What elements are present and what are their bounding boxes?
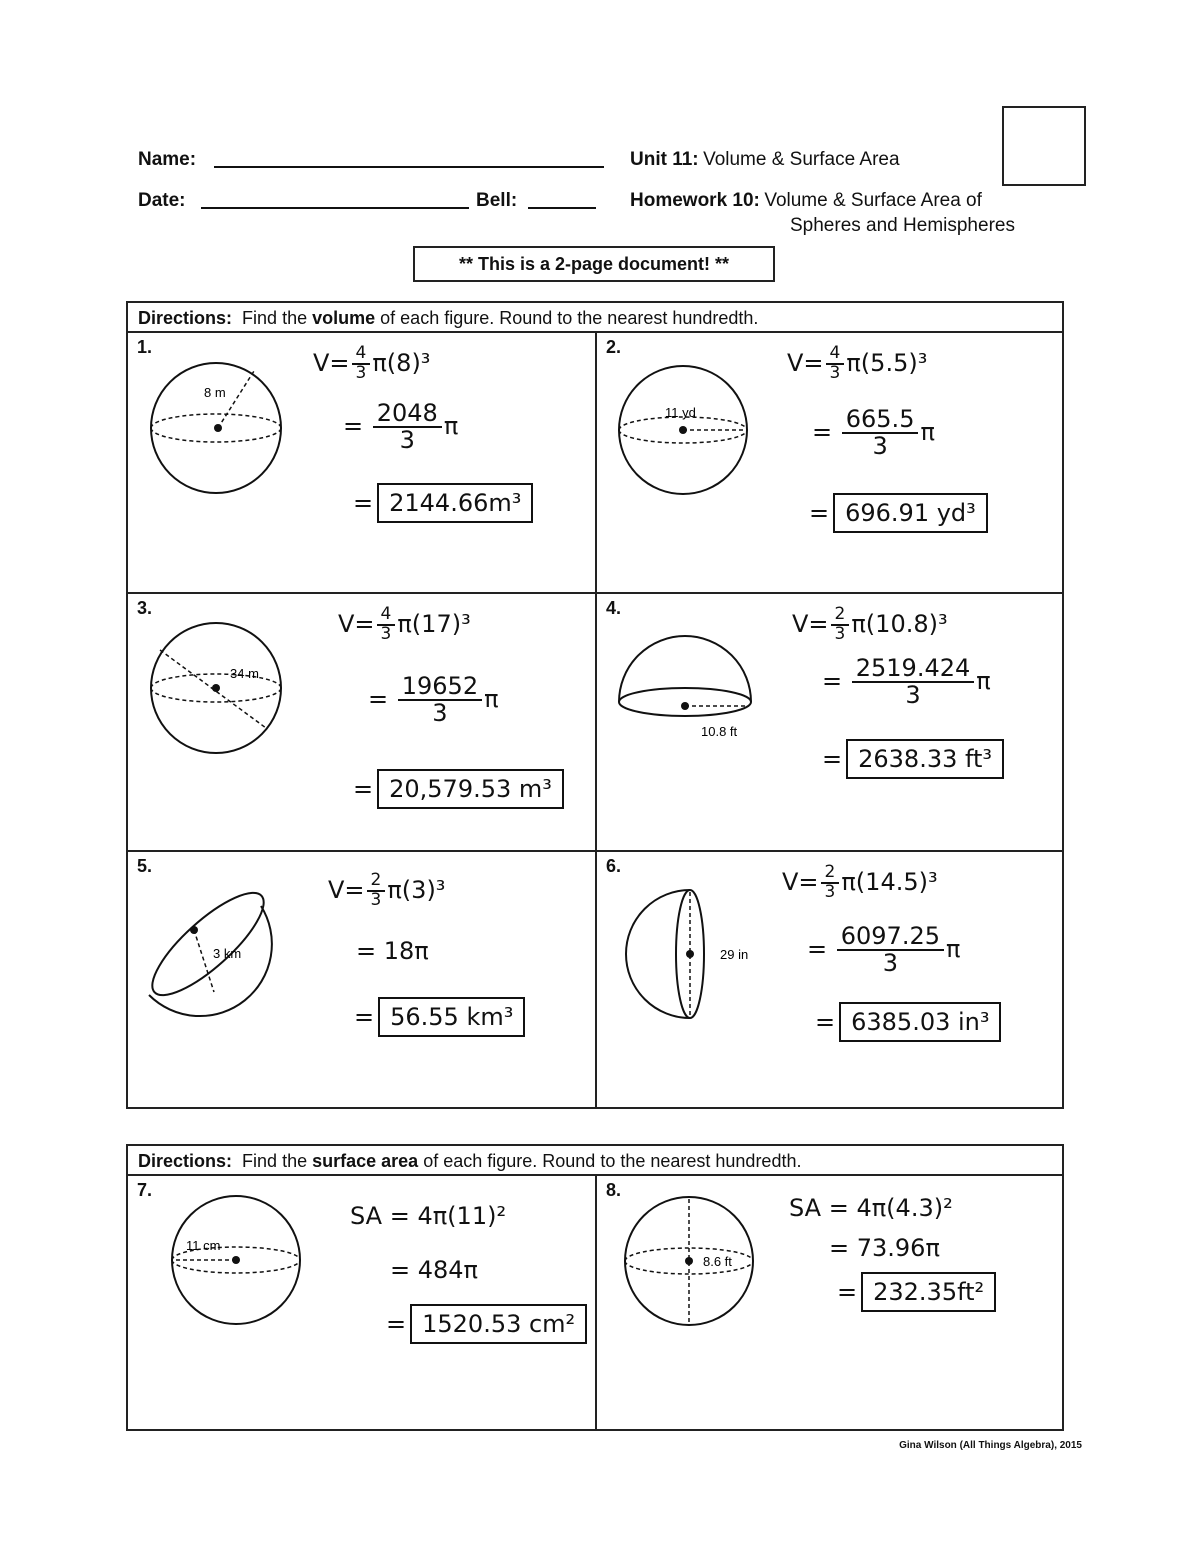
step: = $\frac{2048}{3}$ π bbox=[343, 399, 459, 455]
problem-number: 3. bbox=[137, 598, 153, 618]
surface-area-directions bbox=[128, 1146, 1062, 1176]
problem-7 bbox=[128, 1176, 595, 1429]
problem-number: 4. bbox=[606, 598, 622, 618]
bell-label: Bell: bbox=[476, 190, 518, 211]
sphere-figure bbox=[148, 622, 288, 762]
formula: V= $\frac{2}{3}$ π(14.5)³ bbox=[782, 862, 938, 902]
problem-2 bbox=[597, 333, 1064, 592]
date-label: Date: bbox=[138, 190, 186, 211]
hemisphere-figure bbox=[617, 624, 767, 744]
unit-title: Volume & Surface Area bbox=[703, 149, 900, 170]
answer-box: 2638.33 ft³ bbox=[846, 739, 1004, 779]
score-box bbox=[1002, 106, 1086, 186]
answer-box: 20,579.53 m³ bbox=[377, 769, 564, 809]
answer: = 2638.33 ft³ bbox=[822, 739, 1004, 779]
side-hemisphere-figure bbox=[622, 886, 762, 1026]
volume-section bbox=[126, 301, 1064, 1109]
answer: = 20,579.53 m³ bbox=[353, 769, 564, 809]
volume-directions bbox=[128, 303, 1062, 333]
homework-title-line2: Spheres and Hemispheres bbox=[790, 215, 1015, 236]
answer-box: 2144.66m³ bbox=[377, 483, 533, 523]
answer-box: 56.55 km³ bbox=[378, 997, 525, 1037]
step: = $\frac{19652}{3}$ π bbox=[368, 672, 499, 728]
problem-4 bbox=[597, 594, 1064, 850]
formula: V= $\frac{4}{3}$ π(8)³ bbox=[313, 343, 431, 383]
diameter-label: 29 in bbox=[720, 947, 749, 962]
formula: V= $\frac{2}{3}$ π(10.8)³ bbox=[792, 604, 948, 644]
sphere-figure bbox=[170, 1196, 310, 1336]
sphere-figure bbox=[623, 1191, 763, 1331]
name-blank[interactable] bbox=[214, 166, 604, 168]
problem-1 bbox=[128, 333, 595, 592]
formula: V= $\frac{4}{3}$ π(5.5)³ bbox=[787, 343, 928, 383]
directions-label: Directions: bbox=[138, 308, 233, 328]
sphere-figure bbox=[148, 363, 288, 503]
step: = $\frac{6097.25}{3}$ π bbox=[807, 922, 961, 978]
bell-blank[interactable] bbox=[528, 207, 596, 209]
tilted-hemisphere-figure bbox=[143, 880, 273, 1005]
name-label: Name: bbox=[138, 149, 197, 170]
problem-number: 5. bbox=[137, 856, 153, 876]
answer: = 1520.53 cm² bbox=[386, 1304, 587, 1344]
radius-label: 10.8 ft bbox=[701, 724, 738, 739]
credit-line: Gina Wilson (All Things Algebra), 2015 bbox=[899, 1440, 1082, 1451]
radius-label: 11 yd bbox=[665, 405, 696, 420]
answer: = 2144.66m³ bbox=[353, 483, 533, 523]
problem-number: 1. bbox=[137, 337, 153, 357]
diameter-label: 8.6 ft bbox=[703, 1254, 732, 1269]
directions-keyword: volume bbox=[312, 308, 376, 328]
formula: V= $\frac{4}{3}$ π(17)³ bbox=[338, 604, 471, 644]
problem-5 bbox=[128, 852, 595, 1107]
homework-label: Homework 10: bbox=[630, 190, 760, 211]
directions-text-pre: Find the bbox=[242, 308, 308, 328]
date-blank[interactable] bbox=[201, 207, 469, 209]
sphere-figure bbox=[617, 366, 757, 501]
step: = $\frac{2519.424}{3}$ π bbox=[822, 654, 991, 710]
answer: = 6385.03 in³ bbox=[815, 1002, 1001, 1042]
unit-label: Unit 11: bbox=[630, 149, 699, 170]
step: = 18π bbox=[356, 937, 429, 965]
problem-3 bbox=[128, 594, 595, 850]
formula: SA = 4π(11)² bbox=[350, 1202, 507, 1230]
answer: = 232.35ft² bbox=[837, 1272, 996, 1312]
problem-number: 6. bbox=[606, 856, 622, 876]
directions-text-post: of each figure. Round to the nearest hundredth. bbox=[380, 308, 759, 328]
homework-heading bbox=[630, 190, 982, 212]
directions-text-pre: Find the bbox=[242, 1151, 308, 1171]
problem-6 bbox=[597, 852, 1064, 1107]
step: = 73.96π bbox=[829, 1234, 940, 1262]
radius-label: 8 m bbox=[204, 385, 226, 400]
problem-8 bbox=[597, 1176, 1064, 1429]
answer: = 696.91 yd³ bbox=[809, 493, 988, 533]
problem-number: 8. bbox=[606, 1180, 622, 1200]
step: = 484π bbox=[390, 1256, 478, 1284]
formula: SA = 4π(4.3)² bbox=[789, 1194, 953, 1222]
directions-text-post: of each figure. Round to the nearest hundredth. bbox=[423, 1151, 802, 1171]
radius-label: 3 km bbox=[213, 946, 242, 961]
answer-box: 696.91 yd³ bbox=[833, 493, 988, 533]
answer: = 56.55 km³ bbox=[354, 997, 525, 1037]
problem-number: 2. bbox=[606, 337, 622, 357]
homework-title-line1: Volume & Surface Area of bbox=[764, 190, 982, 211]
surface-area-section bbox=[126, 1144, 1064, 1431]
two-page-notice: ** This is a 2-page document! ** bbox=[413, 246, 775, 282]
answer-box: 6385.03 in³ bbox=[839, 1002, 1001, 1042]
answer-box: 232.35ft² bbox=[861, 1272, 996, 1312]
formula: V= $\frac{2}{3}$ π(3)³ bbox=[328, 870, 446, 910]
problem-number: 7. bbox=[137, 1180, 153, 1200]
step: = $\frac{665.5}{3}$ π bbox=[812, 405, 935, 461]
radius-label: 11 cm bbox=[186, 1238, 221, 1253]
unit-heading bbox=[630, 149, 900, 171]
directions-keyword: surface area bbox=[312, 1151, 419, 1171]
diameter-label: 34 m bbox=[230, 666, 259, 681]
answer-box: 1520.53 cm² bbox=[410, 1304, 587, 1344]
directions-label: Directions: bbox=[138, 1151, 233, 1171]
